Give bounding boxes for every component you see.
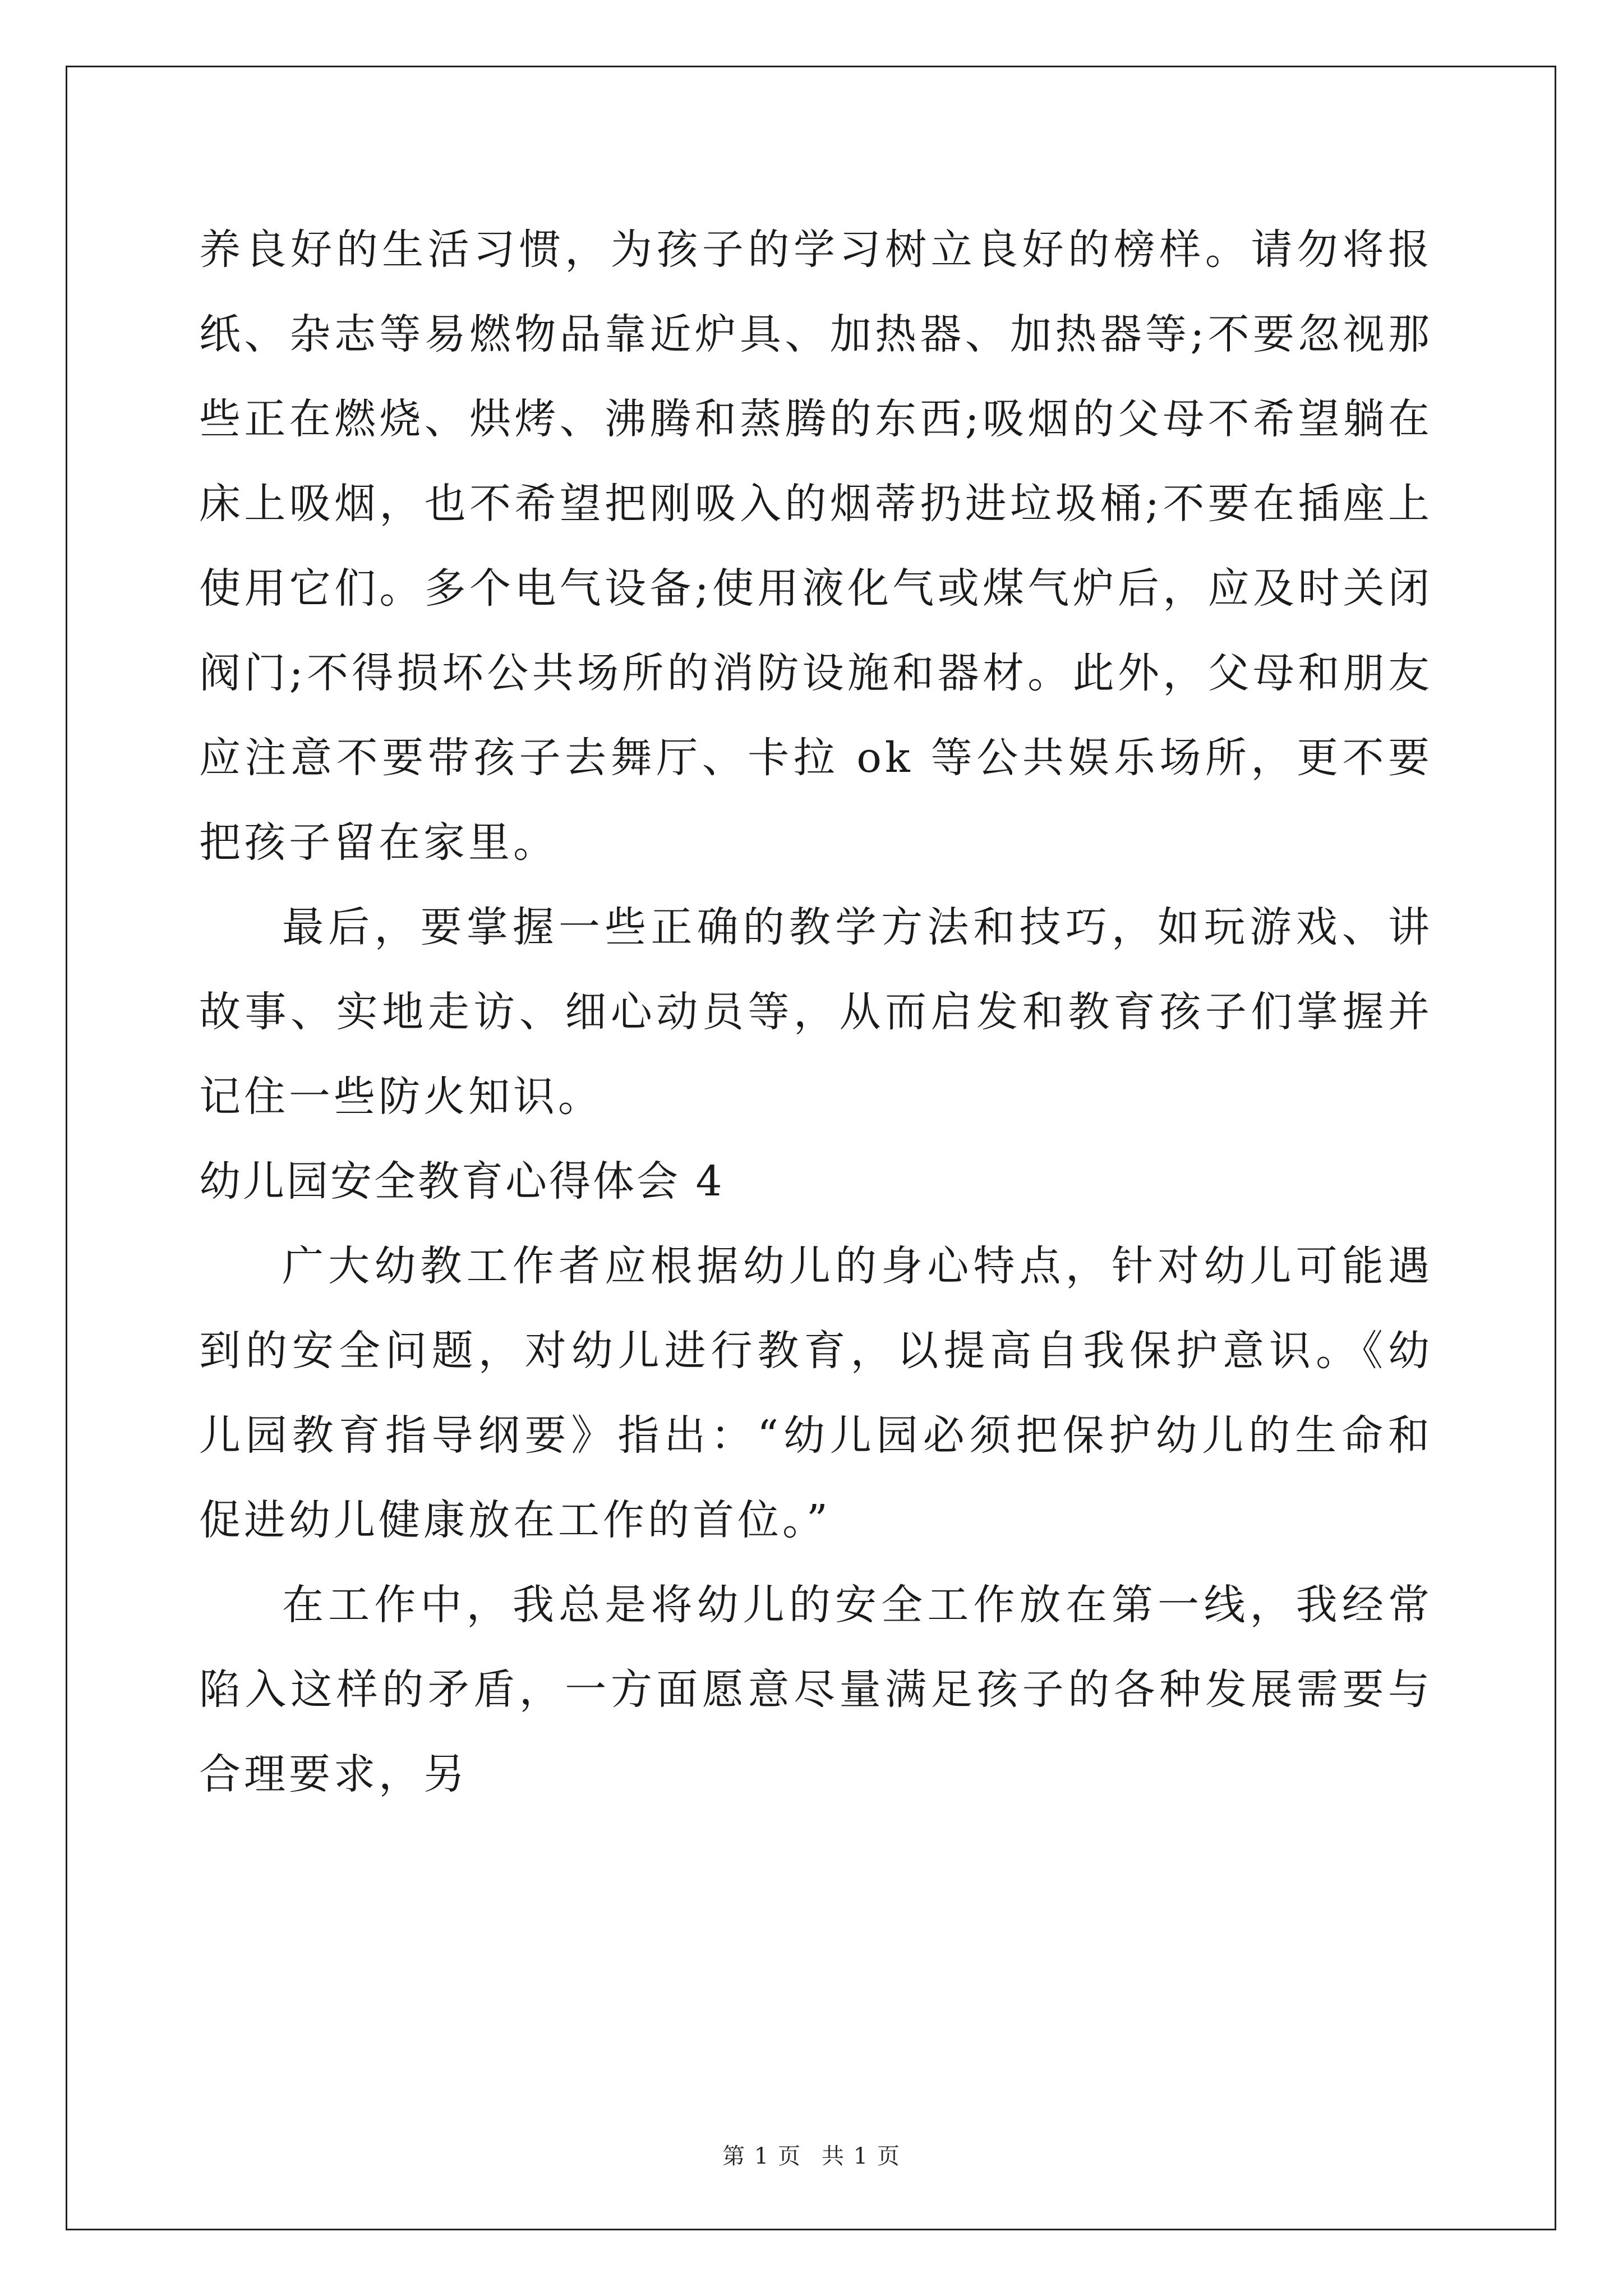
paragraph: 最后，要掌握一些正确的教学方法和技巧，如玩游戏、讲故事、实地走访、细心动员等，从而启发和教育孩子们掌握并记住一些防火知识。 bbox=[199, 903, 1433, 1121]
page-number: 第 1 页 bbox=[722, 2143, 801, 2169]
paragraph: 在工作中，我总是将幼儿的安全工作放在第一线，我经常陷入这样的矛盾，一方面愿意尽量满足孩子的各种发展需要与合理要求，另 bbox=[199, 1581, 1433, 1798]
paragraph-continued: 养良好的生活习惯，为孩子的学习树立良好的榜样。请勿将报纸、杂志等易燃物品靠近炉具、加热器、加热器等;不要忽视那些正在燃烧、烘烤、沸腾和蒸腾的东西;吸烟的父母不希望躺在床上吸烟，也不希望把刚吸入的烟蒂扔进垃圾桶;不要在插座上使用它们。多个电气设备;使用液化气或煤气炉后，应及时关闭阀门;不得损坏公共场所的消防设施和器材。此外，父母和朋友应注意不要带孩子去舞厅、卡拉 ok 等公共娱乐场所，更不要把孩子留在家里。 bbox=[199, 226, 1433, 867]
section-heading: 幼儿园安全教育心得体会 4 bbox=[199, 1157, 725, 1205]
paragraph: 广大幼教工作者应根据幼儿的身心特点，针对幼儿可能遇到的安全问题，对幼儿进行教育，以提高自我保护意识。《幼儿园教育指导纲要》指出：“幼儿园必须把保护幼儿的生命和促进幼儿健康放在工作的首位。” bbox=[199, 1242, 1433, 1544]
page-count: 共 1 页 bbox=[822, 2143, 901, 2169]
document-body bbox=[199, 208, 1433, 1817]
page-footer bbox=[0, 2138, 1623, 2170]
